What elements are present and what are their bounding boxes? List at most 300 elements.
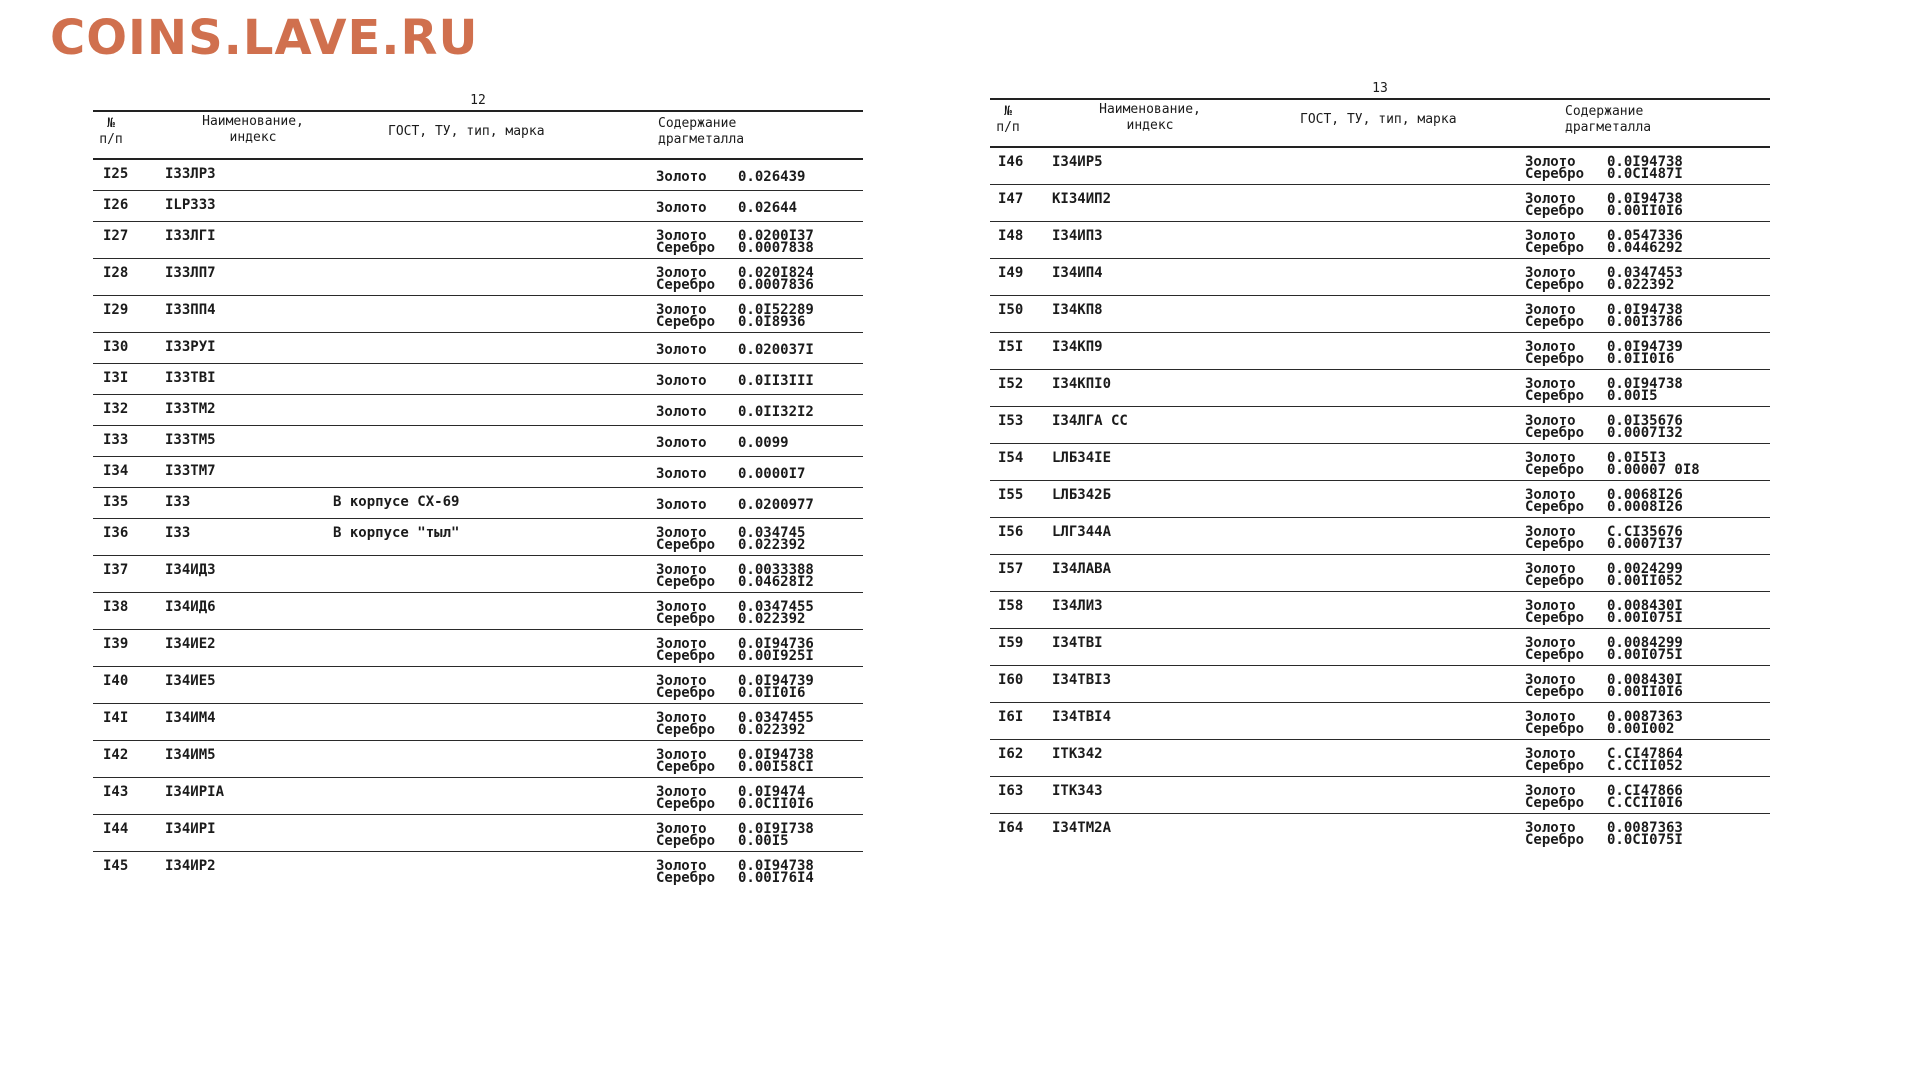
metal-name: Золото [1525, 783, 1576, 799]
metal-value: 0.00II0I6 [1607, 684, 1683, 700]
metal-name: Золото [1525, 154, 1576, 170]
metal-value: 0.00I58CI [738, 759, 814, 775]
table-row [990, 407, 1770, 444]
metal-value: 0.0I94738 [738, 858, 814, 874]
metal-name: Серебро [656, 537, 716, 553]
metal-value: 0.04628I2 [738, 574, 814, 590]
row-index: I34ИД6 [165, 599, 216, 615]
row-number: I5I [998, 339, 1024, 355]
table-row [93, 630, 863, 667]
metal-line [1525, 427, 1683, 439]
metal-name: Золото [656, 404, 707, 420]
header-name-top: Наименование, [202, 114, 304, 129]
header-name [1060, 102, 1240, 134]
metal-name: Золото [656, 821, 707, 837]
document-page-13 [990, 80, 1770, 850]
row-metal-content [656, 497, 814, 513]
row-metal-content [656, 404, 814, 420]
metal-name: Золото [656, 265, 707, 281]
metal-name: Золото [656, 435, 707, 451]
row-metal-content [1525, 341, 1683, 365]
metal-line [1525, 834, 1683, 846]
row-index: I34ИД3 [165, 562, 216, 578]
metal-name: Серебро [1525, 203, 1585, 219]
table-row [990, 777, 1770, 814]
metal-value: 0.00I3786 [1607, 314, 1683, 330]
row-index: I33ТМ5 [165, 432, 216, 448]
table-row [93, 364, 863, 395]
metal-name: Золото [1525, 598, 1576, 614]
metal-value: C.CCII052 [1607, 758, 1683, 774]
row-index: I34ЛАВА [1052, 561, 1112, 577]
row-metal-content [656, 823, 814, 847]
table-row [93, 593, 863, 630]
row-number: I54 [998, 450, 1024, 466]
row-number: I64 [998, 820, 1024, 836]
row-number: I59 [998, 635, 1024, 651]
metal-value: 0.0446292 [1607, 240, 1683, 256]
metal-value: 0.0087363 [1607, 820, 1683, 836]
row-index: LЛГ344А [1052, 524, 1112, 540]
row-index: I33ЛГI [165, 228, 216, 244]
metal-value: 0.022392 [1607, 277, 1675, 293]
row-metal-content [656, 712, 814, 736]
metal-line [656, 279, 814, 291]
metal-value: 0.0I94738 [738, 747, 814, 763]
metal-name: Золото [1525, 561, 1576, 577]
table-row [990, 444, 1770, 481]
metal-name: Золото [656, 497, 707, 513]
table-row [93, 395, 863, 426]
row-number: I27 [103, 228, 129, 244]
row-metal-content [1525, 452, 1700, 476]
metal-value: 0.00007 0I8 [1607, 462, 1700, 478]
metal-name: Золото [1525, 228, 1576, 244]
metal-line [656, 466, 805, 482]
metal-name: Золото [1525, 191, 1576, 207]
metal-line [1525, 760, 1683, 772]
table-row [93, 667, 863, 704]
row-metal-content [656, 675, 814, 699]
metal-value: 0.00I5 [738, 833, 789, 849]
metal-line [656, 242, 814, 254]
row-metal-content [1525, 674, 1683, 698]
table-row [990, 629, 1770, 666]
row-number: I42 [103, 747, 129, 763]
row-number: I35 [103, 494, 129, 510]
row-index: IТК343 [1052, 783, 1103, 799]
metal-value: 0.022392 [738, 537, 806, 553]
metal-name: Серебро [1525, 536, 1585, 552]
metal-line [656, 497, 814, 513]
metal-name: Серебро [1525, 647, 1585, 663]
row-metal-content [656, 435, 789, 451]
row-index: I34ИР5 [1052, 154, 1103, 170]
header-content-top: Содержание [1565, 104, 1644, 119]
row-index: I34ЛГА СС [1052, 413, 1128, 429]
metal-name: Золото [1525, 746, 1576, 762]
metal-name: Серебро [1525, 351, 1585, 367]
row-metal-content [656, 860, 814, 884]
row-index: I33ЛП7 [165, 265, 216, 281]
header-number [990, 104, 1026, 136]
table-header [990, 98, 1770, 148]
header-content [1565, 104, 1651, 136]
table-row [93, 457, 863, 488]
metal-line [1525, 242, 1683, 254]
header-name-bottom: индекс [1126, 118, 1174, 133]
row-metal-content [1525, 304, 1683, 328]
row-number: I56 [998, 524, 1024, 540]
row-index: I34ИП4 [1052, 265, 1103, 281]
metal-line [656, 724, 814, 736]
metal-line [656, 435, 789, 451]
row-metal-content [1525, 489, 1683, 513]
metal-name: Золото [656, 710, 707, 726]
table-row [990, 592, 1770, 629]
metal-line [1525, 205, 1683, 217]
header-content-bottom: драгметалла [658, 132, 745, 147]
metal-value: 0.CI47866 [1607, 783, 1683, 799]
row-metal-content [1525, 711, 1683, 735]
metal-name: Золото [1525, 339, 1576, 355]
row-metal-content [656, 267, 814, 291]
metal-value: 0.0033388 [738, 562, 814, 578]
metal-name: Золото [656, 373, 707, 389]
metal-line [1525, 168, 1683, 180]
header-number-bottom: п/п [99, 132, 123, 147]
row-number: I43 [103, 784, 129, 800]
row-index: IТК342 [1052, 746, 1103, 762]
row-gost: В корпусе "тыл" [333, 525, 460, 541]
metal-name: Серебро [1525, 314, 1585, 330]
table-row [990, 518, 1770, 555]
metal-value: 0.00I76I4 [738, 870, 814, 886]
row-index: I33ТМ7 [165, 463, 216, 479]
row-index: I34ИРIА [165, 784, 225, 800]
metal-value: 0.0I8936 [738, 314, 806, 330]
metal-name: Золото [656, 302, 707, 318]
metal-value: 0.0007836 [738, 277, 814, 293]
metal-value: 0.0II0I6 [738, 685, 806, 701]
row-number: I38 [103, 599, 129, 615]
row-index: I34ТВI3 [1052, 672, 1112, 688]
metal-line [1525, 538, 1683, 550]
metal-value: 0.0200977 [738, 497, 814, 513]
metal-name: Серебро [1525, 462, 1585, 478]
table-row [93, 704, 863, 741]
table-row [93, 222, 863, 259]
metal-value: 0.00I925I [738, 648, 814, 664]
header-number-top: № [107, 116, 115, 131]
row-index: I33 [165, 494, 191, 510]
metal-name: Золото [656, 673, 707, 689]
metal-value: 0.02644 [738, 200, 798, 216]
metal-value: 0.0547336 [1607, 228, 1683, 244]
row-number: I34 [103, 463, 129, 479]
header-number-top: № [1004, 104, 1012, 119]
row-number: I25 [103, 166, 129, 182]
row-number: I30 [103, 339, 129, 355]
table-body [93, 160, 863, 888]
metal-name: Золото [656, 747, 707, 763]
metal-line [656, 316, 814, 328]
row-number: I53 [998, 413, 1024, 429]
row-number: I37 [103, 562, 129, 578]
row-number: I58 [998, 598, 1024, 614]
table-row [990, 333, 1770, 370]
metal-name: Серебро [1525, 499, 1585, 515]
row-metal-content [656, 230, 814, 254]
metal-value: 0.0007I32 [1607, 425, 1683, 441]
metal-name: Серебро [656, 611, 716, 627]
metal-line [656, 872, 814, 884]
metal-value: 0.0I94739 [1607, 339, 1683, 355]
row-number: I32 [103, 401, 129, 417]
row-metal-content [1525, 378, 1683, 402]
table-row [93, 778, 863, 815]
metal-value: 0.0347453 [1607, 265, 1683, 281]
table-row [990, 185, 1770, 222]
row-metal-content [656, 373, 814, 389]
row-metal-content [656, 304, 814, 328]
row-metal-content [1525, 637, 1683, 661]
row-index: I34ИЕ5 [165, 673, 216, 689]
metal-line [656, 200, 797, 216]
metal-name: Серебро [656, 314, 716, 330]
metal-name: Серебро [656, 833, 716, 849]
metal-value: 0.0I94736 [738, 636, 814, 652]
metal-value: 0.0II3III [738, 373, 814, 389]
table-row [93, 488, 863, 519]
row-index: I34ТВI [1052, 635, 1103, 651]
metal-name: Золото [656, 636, 707, 652]
metal-name: Золото [1525, 524, 1576, 540]
row-index: I33ПП4 [165, 302, 216, 318]
row-metal-content [656, 466, 805, 482]
metal-value: 0.0008I26 [1607, 499, 1683, 515]
table-row [93, 556, 863, 593]
row-number: I55 [998, 487, 1024, 503]
table-row [93, 852, 863, 888]
metal-value: 0.0024299 [1607, 561, 1683, 577]
metal-line [656, 798, 814, 810]
row-index: I33ТВI [165, 370, 216, 386]
table-row [93, 815, 863, 852]
row-index: I34ТМ2А [1052, 820, 1112, 836]
metal-value: 0.026439 [738, 169, 806, 185]
row-index: I34ИМ4 [165, 710, 216, 726]
metal-value: 0.008430I [1607, 672, 1683, 688]
row-metal-content [656, 527, 805, 551]
metal-name: Золото [656, 342, 707, 358]
metal-line [656, 650, 814, 662]
table-row [990, 370, 1770, 407]
metal-line [1525, 723, 1683, 735]
row-number: I26 [103, 197, 129, 213]
metal-name: Золото [1525, 302, 1576, 318]
row-index: I33РУI [165, 339, 216, 355]
header-number [93, 116, 129, 148]
metal-name: Серебро [1525, 166, 1585, 182]
metal-name: Серебро [656, 648, 716, 664]
metal-value: 0.0I9474 [738, 784, 806, 800]
row-metal-content [1525, 822, 1683, 846]
metal-value: 0.0087363 [1607, 709, 1683, 725]
row-index: I34ИП3 [1052, 228, 1103, 244]
metal-value: 0.00II052 [1607, 573, 1683, 589]
metal-name: Серебро [1525, 832, 1585, 848]
metal-value: 0.0099 [738, 435, 789, 451]
metal-line [1525, 501, 1683, 513]
table-row [990, 555, 1770, 592]
header-content [658, 116, 744, 148]
metal-name: Серебро [1525, 573, 1585, 589]
metal-name: Серебро [656, 870, 716, 886]
row-number: I57 [998, 561, 1024, 577]
metal-value: C.CCII0I6 [1607, 795, 1683, 811]
metal-line [656, 761, 814, 773]
metal-value: 0.0068I26 [1607, 487, 1683, 503]
metal-value: 0.034745 [738, 525, 806, 541]
metal-value: 0.0I94739 [738, 673, 814, 689]
row-number: I3I [103, 370, 129, 386]
metal-name: Золото [656, 169, 707, 185]
metal-name: Серебро [656, 796, 716, 812]
table-row [990, 740, 1770, 777]
row-index: LЛБ34IЕ [1052, 450, 1112, 466]
row-number: I36 [103, 525, 129, 541]
header-name [163, 114, 343, 146]
row-metal-content [656, 564, 814, 588]
metal-value: 0.0I94738 [1607, 376, 1683, 392]
table-row [93, 333, 863, 364]
metal-value: 0.0CII0I6 [738, 796, 814, 812]
metal-value: 0.0I52289 [738, 302, 814, 318]
metal-name: Серебро [656, 277, 716, 293]
table-row [93, 426, 863, 457]
metal-name: Золото [656, 858, 707, 874]
metal-line [656, 169, 805, 185]
metal-value: 0.022392 [738, 611, 806, 627]
metal-value: 0.00I002 [1607, 721, 1675, 737]
metal-name: Серебро [656, 240, 716, 256]
row-index: I34ТВI4 [1052, 709, 1112, 725]
metal-line [656, 373, 814, 389]
metal-line [1525, 797, 1683, 809]
row-number: I40 [103, 673, 129, 689]
row-number: I44 [103, 821, 129, 837]
row-index: I34ИРI [165, 821, 216, 837]
row-metal-content [1525, 193, 1683, 217]
row-metal-content [656, 638, 814, 662]
row-number: I63 [998, 783, 1024, 799]
row-metal-content [1525, 415, 1683, 439]
metal-line [1525, 316, 1683, 328]
metal-name: Серебро [1525, 388, 1585, 404]
table-row [990, 296, 1770, 333]
metal-value: 0.020I824 [738, 265, 814, 281]
metal-name: Золото [1525, 635, 1576, 651]
metal-name: Золото [656, 200, 707, 216]
metal-line [1525, 279, 1683, 291]
metal-line [656, 613, 814, 625]
metal-name: Золото [1525, 672, 1576, 688]
metal-name: Золото [656, 784, 707, 800]
metal-value: C.CI35676 [1607, 524, 1683, 540]
metal-name: Серебро [1525, 721, 1585, 737]
table-row [990, 666, 1770, 703]
metal-name: Золото [1525, 413, 1576, 429]
metal-line [1525, 649, 1683, 661]
table-row [990, 481, 1770, 518]
metal-name: Золото [656, 525, 707, 541]
row-number: I33 [103, 432, 129, 448]
metal-value: 0.00II0I6 [1607, 203, 1683, 219]
metal-line [1525, 353, 1683, 365]
metal-value: 0.00I075I [1607, 647, 1683, 663]
metal-value: 0.0200I37 [738, 228, 814, 244]
metal-value: 0.0000I7 [738, 466, 806, 482]
header-name-bottom: индекс [229, 130, 277, 145]
row-metal-content [1525, 230, 1683, 254]
metal-name: Серебро [1525, 758, 1585, 774]
metal-name: Золото [656, 562, 707, 578]
metal-name: Серебро [1525, 240, 1585, 256]
metal-value: C.CI47864 [1607, 746, 1683, 762]
row-index: I34КП9 [1052, 339, 1103, 355]
row-index: I34ЛИ3 [1052, 598, 1103, 614]
row-metal-content [656, 601, 814, 625]
metal-line [1525, 686, 1683, 698]
row-metal-content [656, 169, 805, 185]
metal-name: Серебро [1525, 277, 1585, 293]
header-gost: ГОСТ, ТУ, тип, марка [388, 124, 545, 139]
row-metal-content [1525, 563, 1683, 587]
metal-name: Золото [656, 599, 707, 615]
metal-name: Серебро [1525, 610, 1585, 626]
metal-line [656, 539, 805, 551]
row-number: I45 [103, 858, 129, 874]
metal-name: Серебро [656, 722, 716, 738]
table-row [93, 191, 863, 222]
row-number: I50 [998, 302, 1024, 318]
page-number: 12 [470, 93, 486, 108]
row-index: КI34ИП2 [1052, 191, 1112, 207]
row-metal-content [1525, 748, 1683, 772]
table-row [93, 259, 863, 296]
table-row [93, 519, 863, 556]
table-row [93, 296, 863, 333]
metal-value: 0.0347455 [738, 599, 814, 615]
header-name-top: Наименование, [1099, 102, 1201, 117]
metal-line [656, 576, 814, 588]
row-metal-content [1525, 156, 1683, 180]
table-row [990, 222, 1770, 259]
header-number-bottom: п/п [996, 120, 1020, 135]
header-gost: ГОСТ, ТУ, тип, марка [1300, 112, 1457, 127]
metal-value: 0.020037I [738, 342, 814, 358]
metal-name: Серебро [656, 685, 716, 701]
metal-name: Серебро [656, 759, 716, 775]
metal-line [1525, 464, 1700, 476]
row-number: I47 [998, 191, 1024, 207]
row-number: I29 [103, 302, 129, 318]
metal-value: 0.0I9I738 [738, 821, 814, 837]
table-row [93, 741, 863, 778]
metal-name: Золото [1525, 820, 1576, 836]
metal-name: Золото [656, 228, 707, 244]
